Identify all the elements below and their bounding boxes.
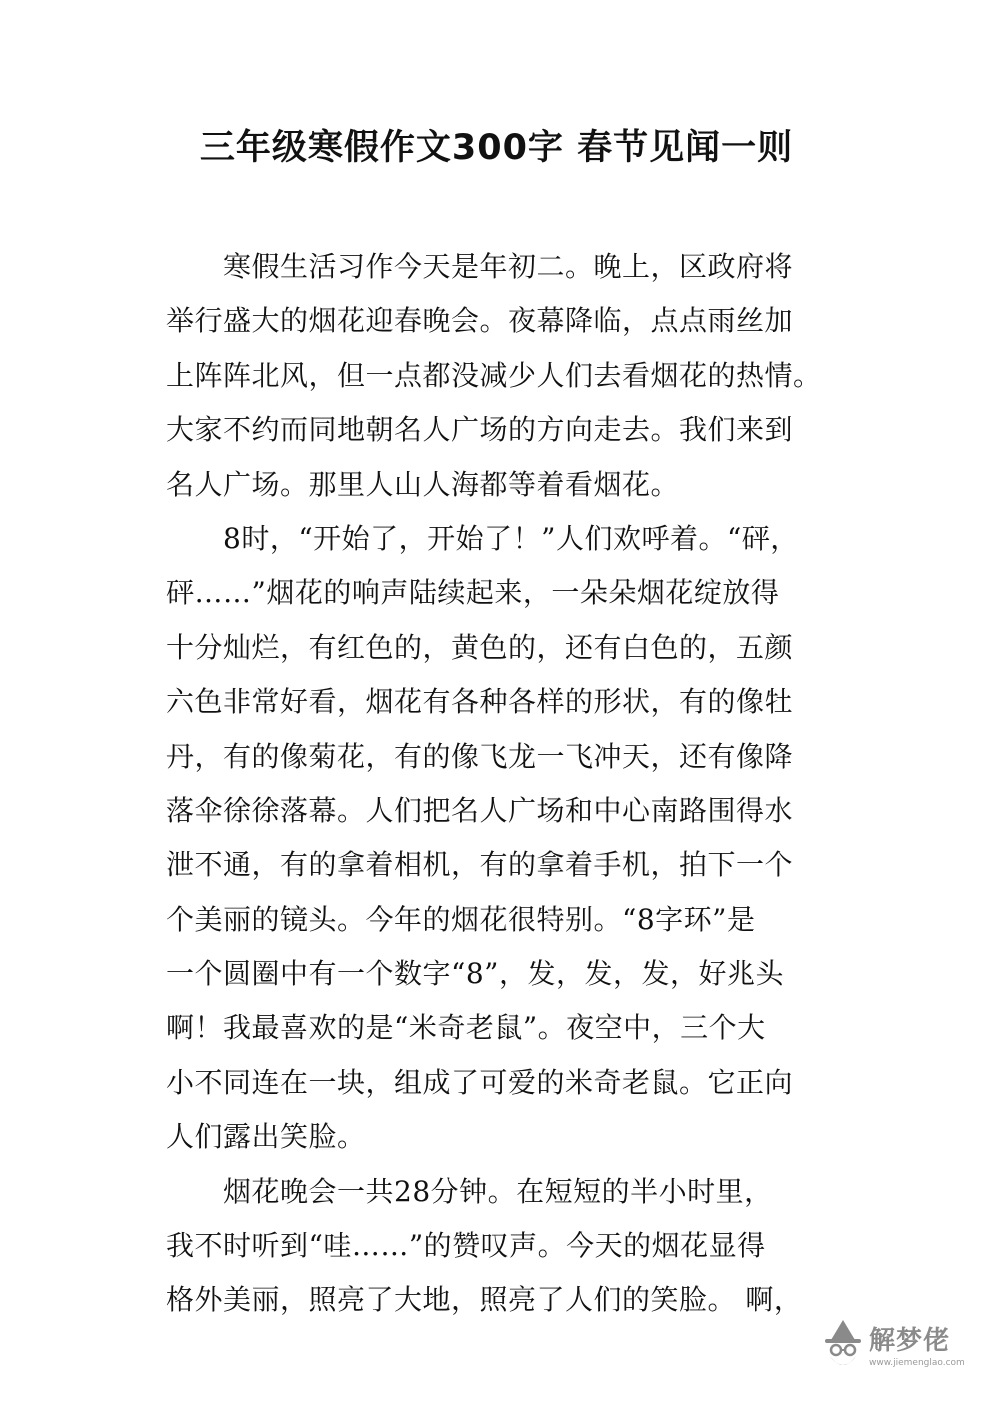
text-line: 烟花晚会一共28分钟。在短短的半小时里，	[166, 1174, 773, 1208]
wizard-hat-glasses-icon	[821, 1318, 865, 1374]
text-line: 举行盛大的烟花迎春晚会。夜幕降临，点点雨丝加	[166, 304, 794, 338]
text-line: 格外美丽，照亮了大地，照亮了人们的笑脸。 啊，	[166, 1283, 803, 1317]
text-line: 上阵阵北风，但一点都没减少人们去看烟花的热情。	[166, 358, 822, 392]
text-line: 名人广场。那里人山人海都等着看烟花。	[166, 467, 680, 501]
text-line: 十分灿烂，有红色的，黄色的，还有白色的，五颜	[166, 630, 794, 664]
text-line: 大家不约而同地朝名人广场的方向走去。我们来到	[166, 413, 794, 447]
text-line: 小不同连在一块，组成了可爱的米奇老鼠。它正向	[166, 1065, 794, 1099]
site-watermark	[821, 1316, 971, 1386]
document-title: 三年级寒假作文300字 春节见闻一则	[199, 128, 794, 168]
text-line: 个美丽的镜头。今年的烟花很特别。“8字环”是	[166, 902, 756, 936]
text-line: 我不时听到“哇……”的赞叹声。今天的烟花显得	[166, 1229, 766, 1263]
text-line: 寒假生活习作今天是年初二。晚上，区政府将	[166, 250, 794, 283]
document-body	[166, 240, 846, 1328]
text-line: 泄不通，有的拿着相机，有的拿着手机，拍下一个	[166, 848, 794, 882]
watermark-url: www.jiemenglao.com	[869, 1358, 965, 1368]
text-line: 六色非常好看，烟花有各种各样的形状，有的像牡	[166, 685, 794, 719]
watermark-name: 解梦佬	[869, 1326, 951, 1356]
text-line: 落伞徐徐落幕。人们把名人广场和中心南路围得水	[166, 793, 794, 827]
text-line: 人们露出笑脸。	[166, 1120, 366, 1154]
text-line: 一个圆圈中有一个数字“8”，发，发，发，好兆头	[166, 957, 784, 991]
text-line: 丹，有的像菊花，有的像飞龙一飞冲天，还有像降	[166, 739, 794, 773]
text-line: 砰……”烟花的响声陆续起来，一朵朵烟花绽放得	[166, 576, 780, 610]
text-line: 8时，“开始了，开始了！”人们欢呼着。“砰，	[166, 521, 799, 555]
text-line: 啊！我最喜欢的是“米奇老鼠”。夜空中，三个大	[166, 1011, 766, 1045]
